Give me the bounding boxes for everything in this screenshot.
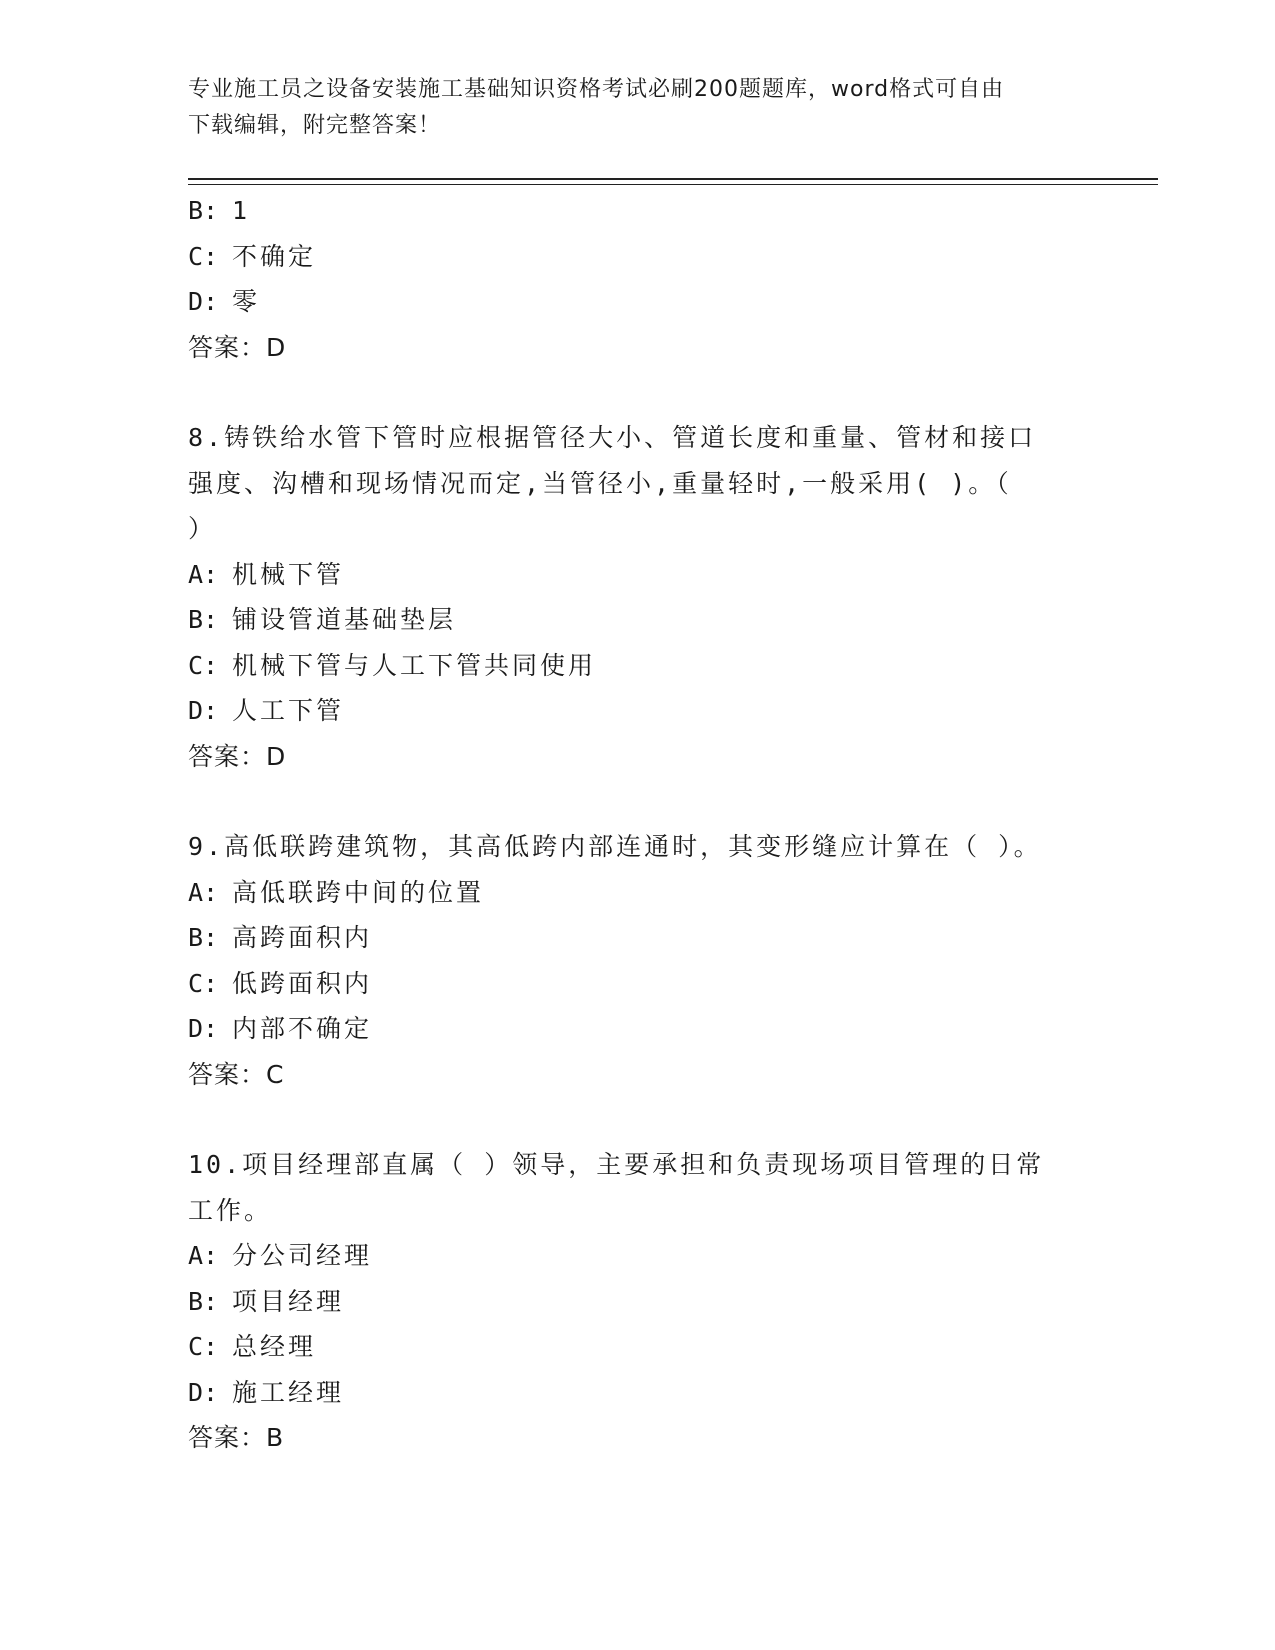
option-d (188, 1370, 1088, 1416)
option-label: B: (188, 1286, 219, 1316)
option-label: A: (188, 559, 219, 589)
option-b (188, 188, 1088, 234)
option-text: 施工经理 (232, 1377, 345, 1407)
question-stem-line: ） (188, 514, 217, 543)
question-list (188, 188, 1088, 1461)
option-label: C: (188, 968, 219, 998)
header-rule-thick (188, 178, 1158, 180)
option-text: 高低联跨中间的位置 (232, 877, 485, 907)
option-label: B: (188, 605, 219, 634)
option-a (188, 1233, 1088, 1279)
option-label: B: (188, 196, 219, 225)
option-c (188, 234, 1088, 280)
option-b (188, 597, 1088, 643)
document-header (188, 72, 1068, 144)
question-stem-line: 10.项目经理部直属（ ）领导，主要承担和负责现场项目管理的日常 (188, 1150, 1045, 1179)
option-label: D: (188, 696, 219, 725)
option-b (188, 1279, 1088, 1325)
option-text: 高跨面积内 (232, 923, 373, 952)
option-d (188, 688, 1088, 734)
option-label: D: (188, 287, 219, 316)
question-9 (188, 824, 1088, 1097)
question-stem-line: 工作。 (188, 1195, 273, 1225)
answer: 答案：D (188, 332, 287, 362)
option-label: C: (188, 241, 219, 271)
option-label: C: (188, 1332, 219, 1361)
option-text: 项目经理 (232, 1286, 345, 1316)
question-8 (188, 415, 1088, 779)
option-text: 零 (232, 287, 261, 316)
option-c (188, 961, 1088, 1007)
option-text: 低跨面积内 (232, 968, 373, 998)
option-c (188, 1324, 1088, 1370)
header-line-1: 专业施工员之设备安装施工基础知识资格考试必刷200题题库，word格式可自由 (188, 77, 1005, 102)
header-line-2: 下载编辑，附完整答案！ (188, 113, 442, 138)
option-label: D: (188, 1014, 219, 1043)
option-a (188, 552, 1088, 598)
answer: 答案：B (188, 1423, 285, 1452)
option-b (188, 915, 1088, 961)
option-text: 总经理 (232, 1332, 317, 1361)
answer: 答案：D (188, 741, 287, 771)
question-stem-line: 8.铸铁给水管下管时应根据管径大小、管道长度和重量、管材和接口 (188, 423, 1037, 452)
question-7-tail (188, 188, 1088, 370)
header-rule-thin (188, 184, 1158, 185)
option-label: B: (188, 923, 219, 952)
answer: 答案：C (188, 1059, 285, 1089)
option-text: 1 (232, 196, 251, 225)
question-10 (188, 1142, 1088, 1461)
question-stem-line: 强度、沟槽和现场情况而定,当管径小,重量轻时,一般采用( )。（ (188, 468, 1012, 498)
option-label: A: (188, 877, 219, 907)
option-text: 人工下管 (232, 696, 345, 725)
option-a (188, 870, 1088, 916)
option-d (188, 1006, 1088, 1052)
option-text: 铺设管道基础垫层 (232, 605, 457, 634)
question-stem-line: 9.高低联跨建筑物，其高低跨内部连通时，其变形缝应计算在（ ）。 (188, 832, 1042, 861)
option-label: A: (188, 1241, 219, 1270)
option-text: 分公司经理 (232, 1241, 373, 1270)
option-text: 不确定 (232, 241, 317, 271)
option-text: 机械下管 (232, 559, 345, 589)
option-text: 内部不确定 (232, 1014, 373, 1043)
option-label: C: (188, 650, 219, 680)
option-text: 机械下管与人工下管共同使用 (232, 650, 597, 680)
option-c (188, 643, 1088, 689)
option-d (188, 279, 1088, 325)
option-label: D: (188, 1377, 219, 1407)
